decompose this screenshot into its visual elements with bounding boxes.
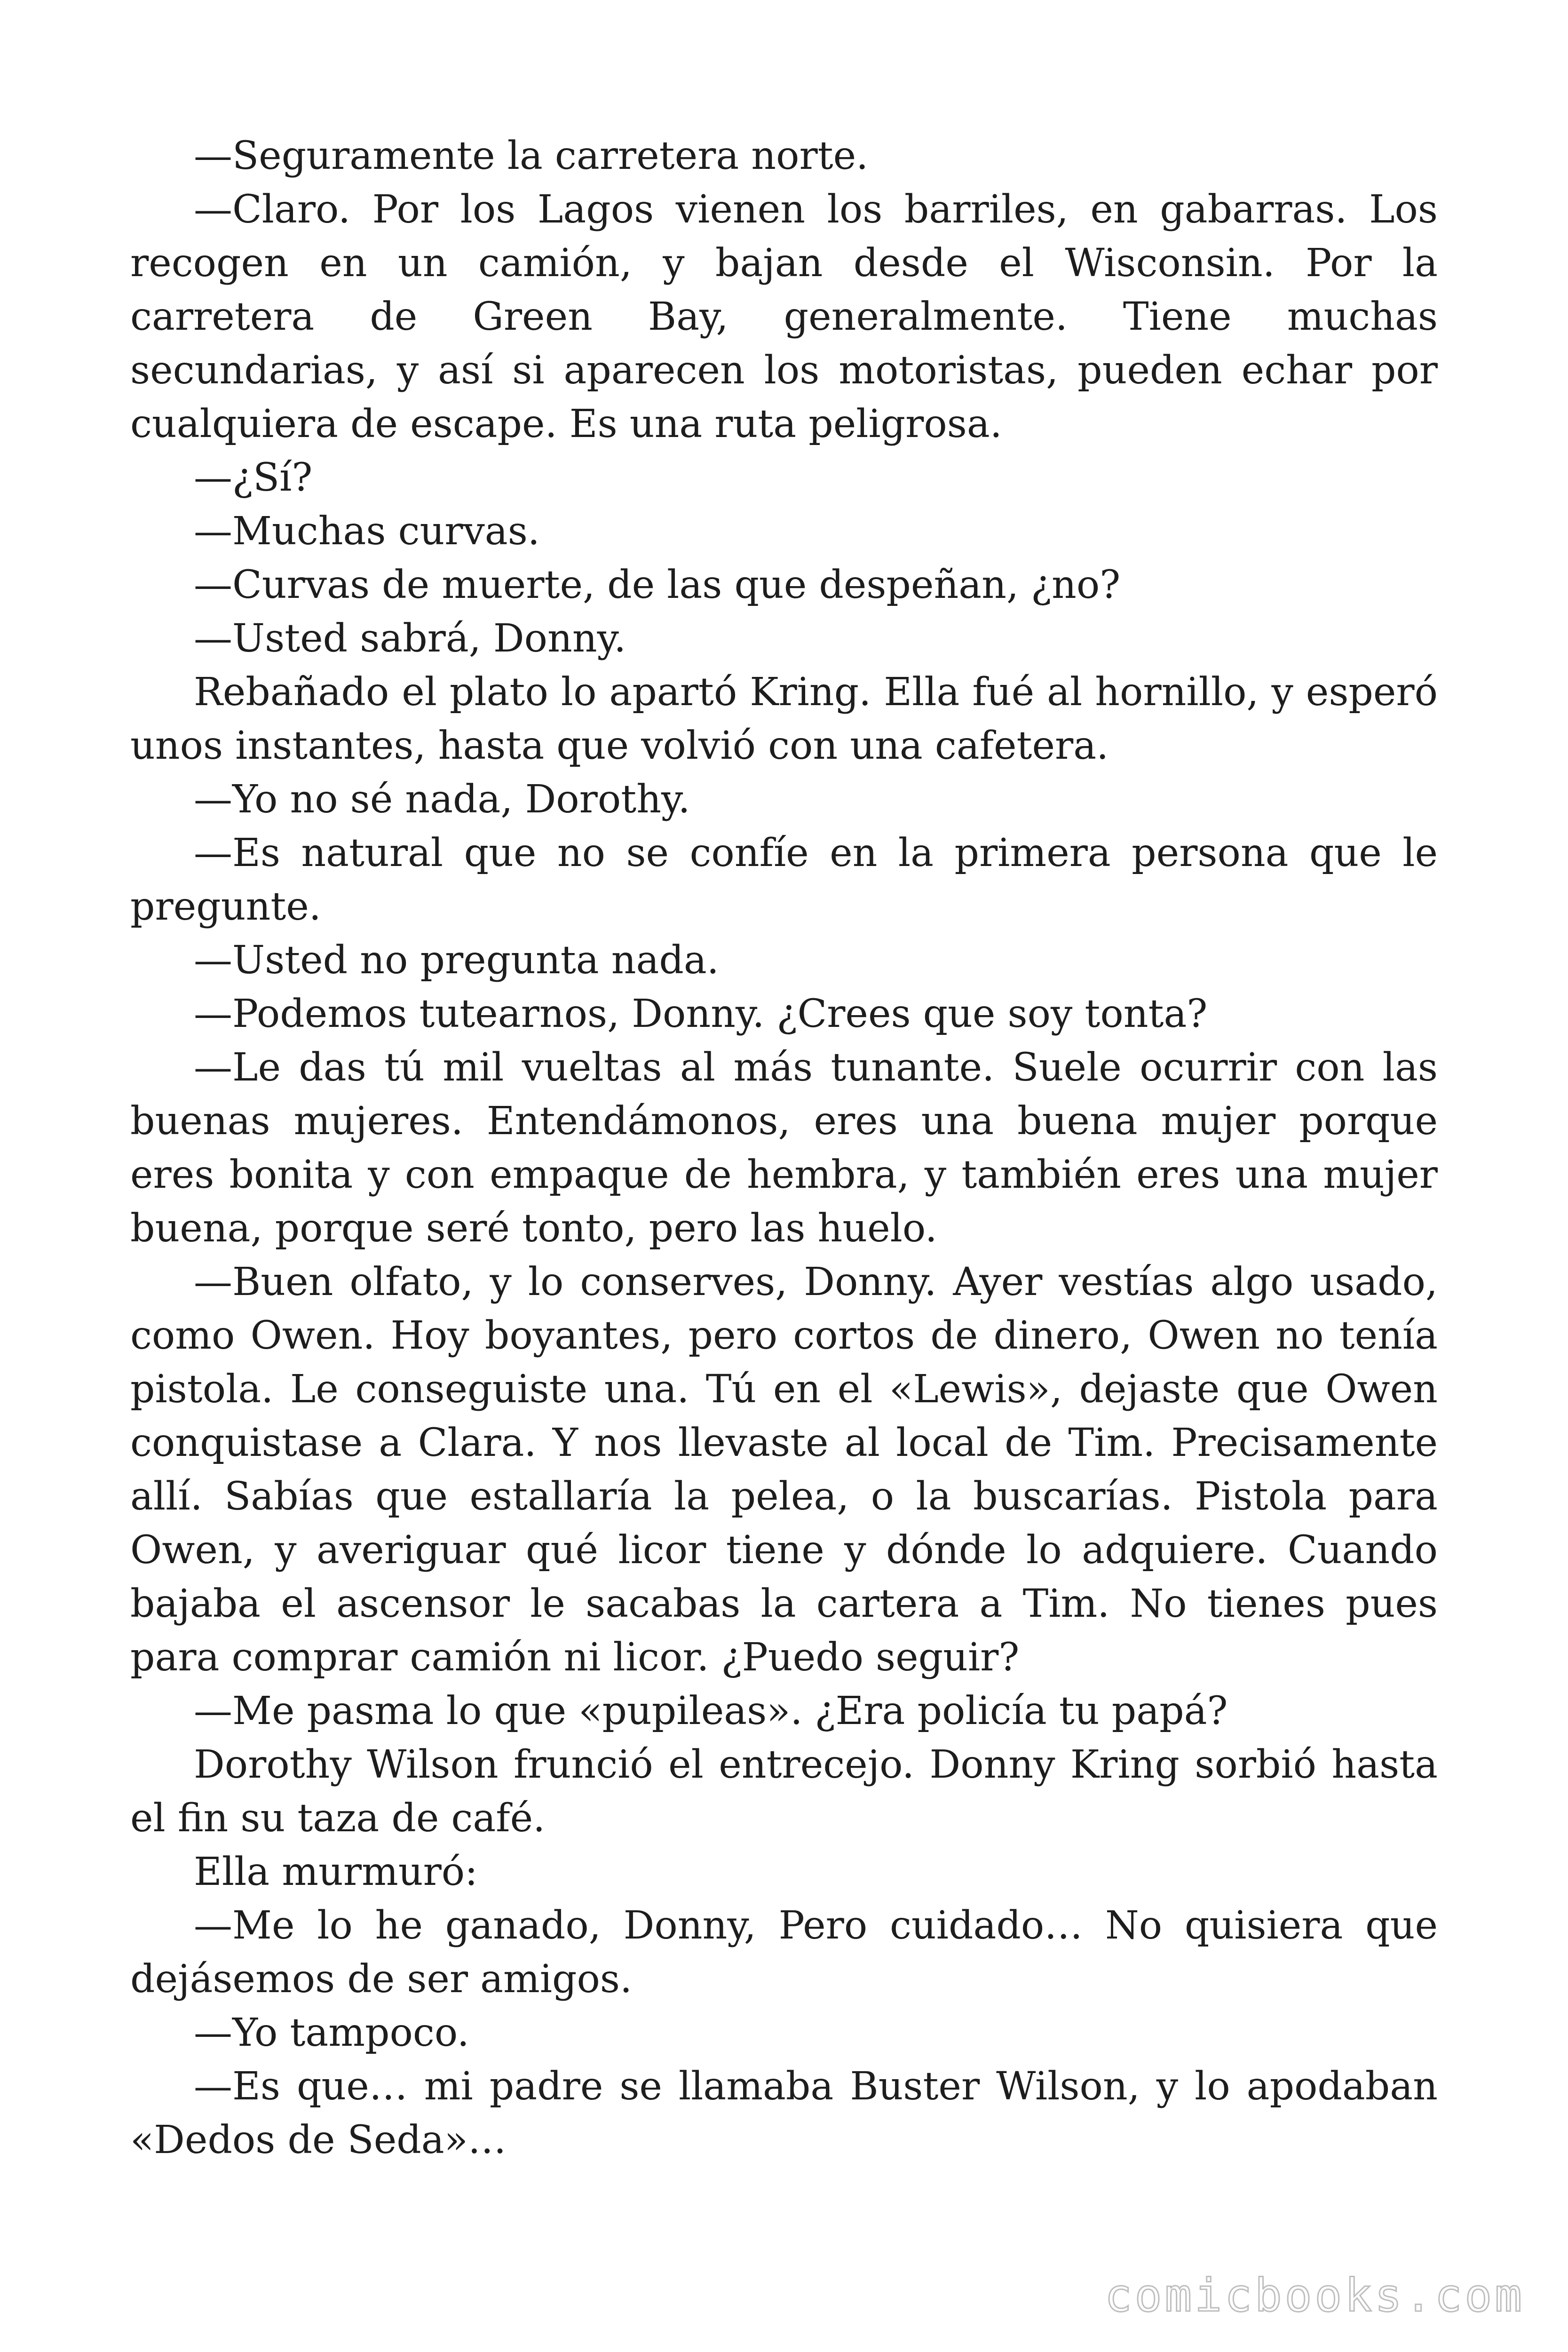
paragraph: —Claro. Por los Lagos vienen los barriles, en gabarras. Los recogen en un camión, y bajan desde el Wisconsin. Por la carretera de Green Bay, generalmente. Tiene muchas secundarias, y así si aparecen los motoristas, pueden echar por cualquiera de escape. Es una ruta peligrosa. — [130, 187, 1438, 446]
watermark: comicbooks.com — [1104, 2269, 1525, 2322]
paragraph: —¿Sí? — [194, 455, 313, 500]
paragraph: —Curvas de muerte, de las que despeñan, ¿no? — [194, 563, 1121, 607]
paragraph: —Muchas curvas. — [194, 509, 540, 554]
paragraph: —Podemos tutearnos, Donny. ¿Crees que soy tonta? — [194, 992, 1208, 1036]
paragraph: Ella murmuró: — [194, 1850, 478, 1894]
paragraph: —Seguramente la carretera norte. — [194, 134, 869, 178]
paragraph: —Me pasma lo que «pupileas». ¿Era policía tu papá? — [194, 1689, 1228, 1733]
paragraph: —Yo no sé nada, Dorothy. — [194, 777, 690, 822]
paragraph: —Yo tampoco. — [194, 2010, 469, 2055]
paragraph: Dorothy Wilson frunció el entrecejo. Donny Kring sorbió hasta el fin su taza de café. — [130, 1742, 1438, 1841]
paragraph: —Le das tú mil vueltas al más tunante. Suele ocurrir con las buenas mujeres. Entendámonos, eres una buena mujer porque eres bonita y con empaque de hembra, y también eres una mujer buena, porque seré tonto, pero las huelo. — [130, 1045, 1438, 1251]
paragraph: —Me lo he ganado, Donny, Pero cuidado… No quisiera que dejásemos de ser amigos. — [130, 1903, 1438, 2002]
paragraph: —Buen olfato, y lo conserves, Donny. Ayer vestías algo usado, como Owen. Hoy boyantes, pero cortos de dinero, Owen no tenía pistola. Le conseguiste una. Tú en el «Lewis», dejaste que Owen conquistase a Clara. Y nos llevaste al local de Tim. Precisamente allí. Sabías que estallaría la pelea, o la buscarías. Pistola para Owen, y averiguar qué licor tiene y dónde lo adquiere. Cuando bajaba el ascensor le sacabas la cartera a Tim. No tienes pues para comprar camión ni licor. ¿Puedo seguir? — [130, 1260, 1438, 1680]
paragraph: Rebañado el plato lo apartó Kring. Ella fué al hornillo, y esperó unos instantes, hasta que volvió con una cafetera. — [130, 670, 1438, 768]
book-page-text — [130, 129, 1438, 2167]
paragraph: —Es natural que no se confíe en la primera persona que le pregunte. — [130, 831, 1438, 929]
paragraph: —Es que… mi padre se llamaba Buster Wilson, y lo apodaban «Dedos de Seda»… — [130, 2064, 1438, 2162]
paragraph: —Usted sabrá, Donny. — [194, 616, 626, 661]
paragraph: —Usted no pregunta nada. — [194, 938, 719, 983]
